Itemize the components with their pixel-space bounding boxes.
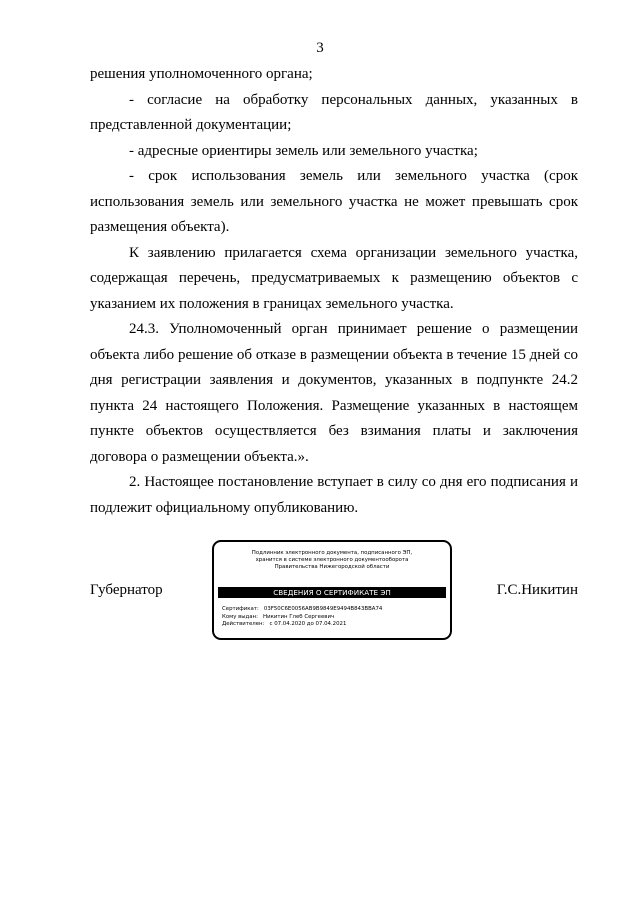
issued-to-value: Никитин Глеб Сергеевич	[263, 613, 335, 620]
stamp-header-line: Подлинник электронного документа, подписанного ЭП,	[251, 550, 413, 556]
signer-name: Г.С.Никитин	[496, 582, 578, 598]
issued-to-row	[222, 614, 382, 622]
paragraph-24-3: 24.3. Уполномоченный орган принимает решение о размещении объекта либо решение об отказе в размещении объекта в течение 15 дней со дня регистрации заявления и документов, указанных в подпункте 24.2 пункта 24 настоящего Положения. Размещение указанных в настоящем пункте объектов осуществляется без взимания платы и заключения договора о размещении объекта.».	[90, 321, 578, 465]
stamp-header	[214, 550, 450, 571]
document-body	[90, 62, 578, 521]
stamp-details	[222, 606, 382, 629]
paragraph-scheme: К заявлению прилагается схема организации земельного участка, содержащая перечень, предусматриваемых к размещению объектов с указанием их положения в границах земельного участка.	[90, 244, 578, 312]
signer-position: Губернатор	[90, 582, 163, 598]
valid-value: с 07.04.2020 до 07.04.2021	[269, 621, 347, 627]
stamp-title-bar: СВЕДЕНИЯ О СЕРТИФИКАТЕ ЭП	[218, 587, 446, 598]
page-number: 3	[316, 40, 324, 56]
paragraph-continuation: решения уполномоченного органа;	[90, 66, 313, 82]
valid-label: Действителен:	[222, 621, 268, 627]
paragraph-address: - адресные ориентиры земель или земельного участка;	[129, 142, 478, 159]
issued-to-label: Кому выдан:	[222, 613, 262, 620]
valid-row	[222, 621, 382, 629]
paragraph-effective: 2. Настоящее постановление вступает в силу со дня его подписания и подлежит официальному опубликованию.	[90, 474, 578, 516]
certificate-label: Сертификат:	[222, 606, 263, 612]
paragraph-term: - срок использования земель или земельного участка (срок использования земель или земельного участка не может превышать срок размещения объекта).	[90, 168, 578, 235]
paragraph-consent: - согласие на обработку персональных данных, указанных в представленной документации;	[90, 91, 578, 133]
certificate-value: 03F50C6E0056AB9B9849E9494B843BBA74	[263, 606, 383, 612]
digital-signature-stamp	[212, 540, 452, 640]
stamp-header-line: хранится в системе электронного документооборота	[255, 557, 409, 563]
stamp-header-line: Правительства Нижегородской области	[274, 564, 390, 570]
certificate-row	[222, 606, 382, 614]
